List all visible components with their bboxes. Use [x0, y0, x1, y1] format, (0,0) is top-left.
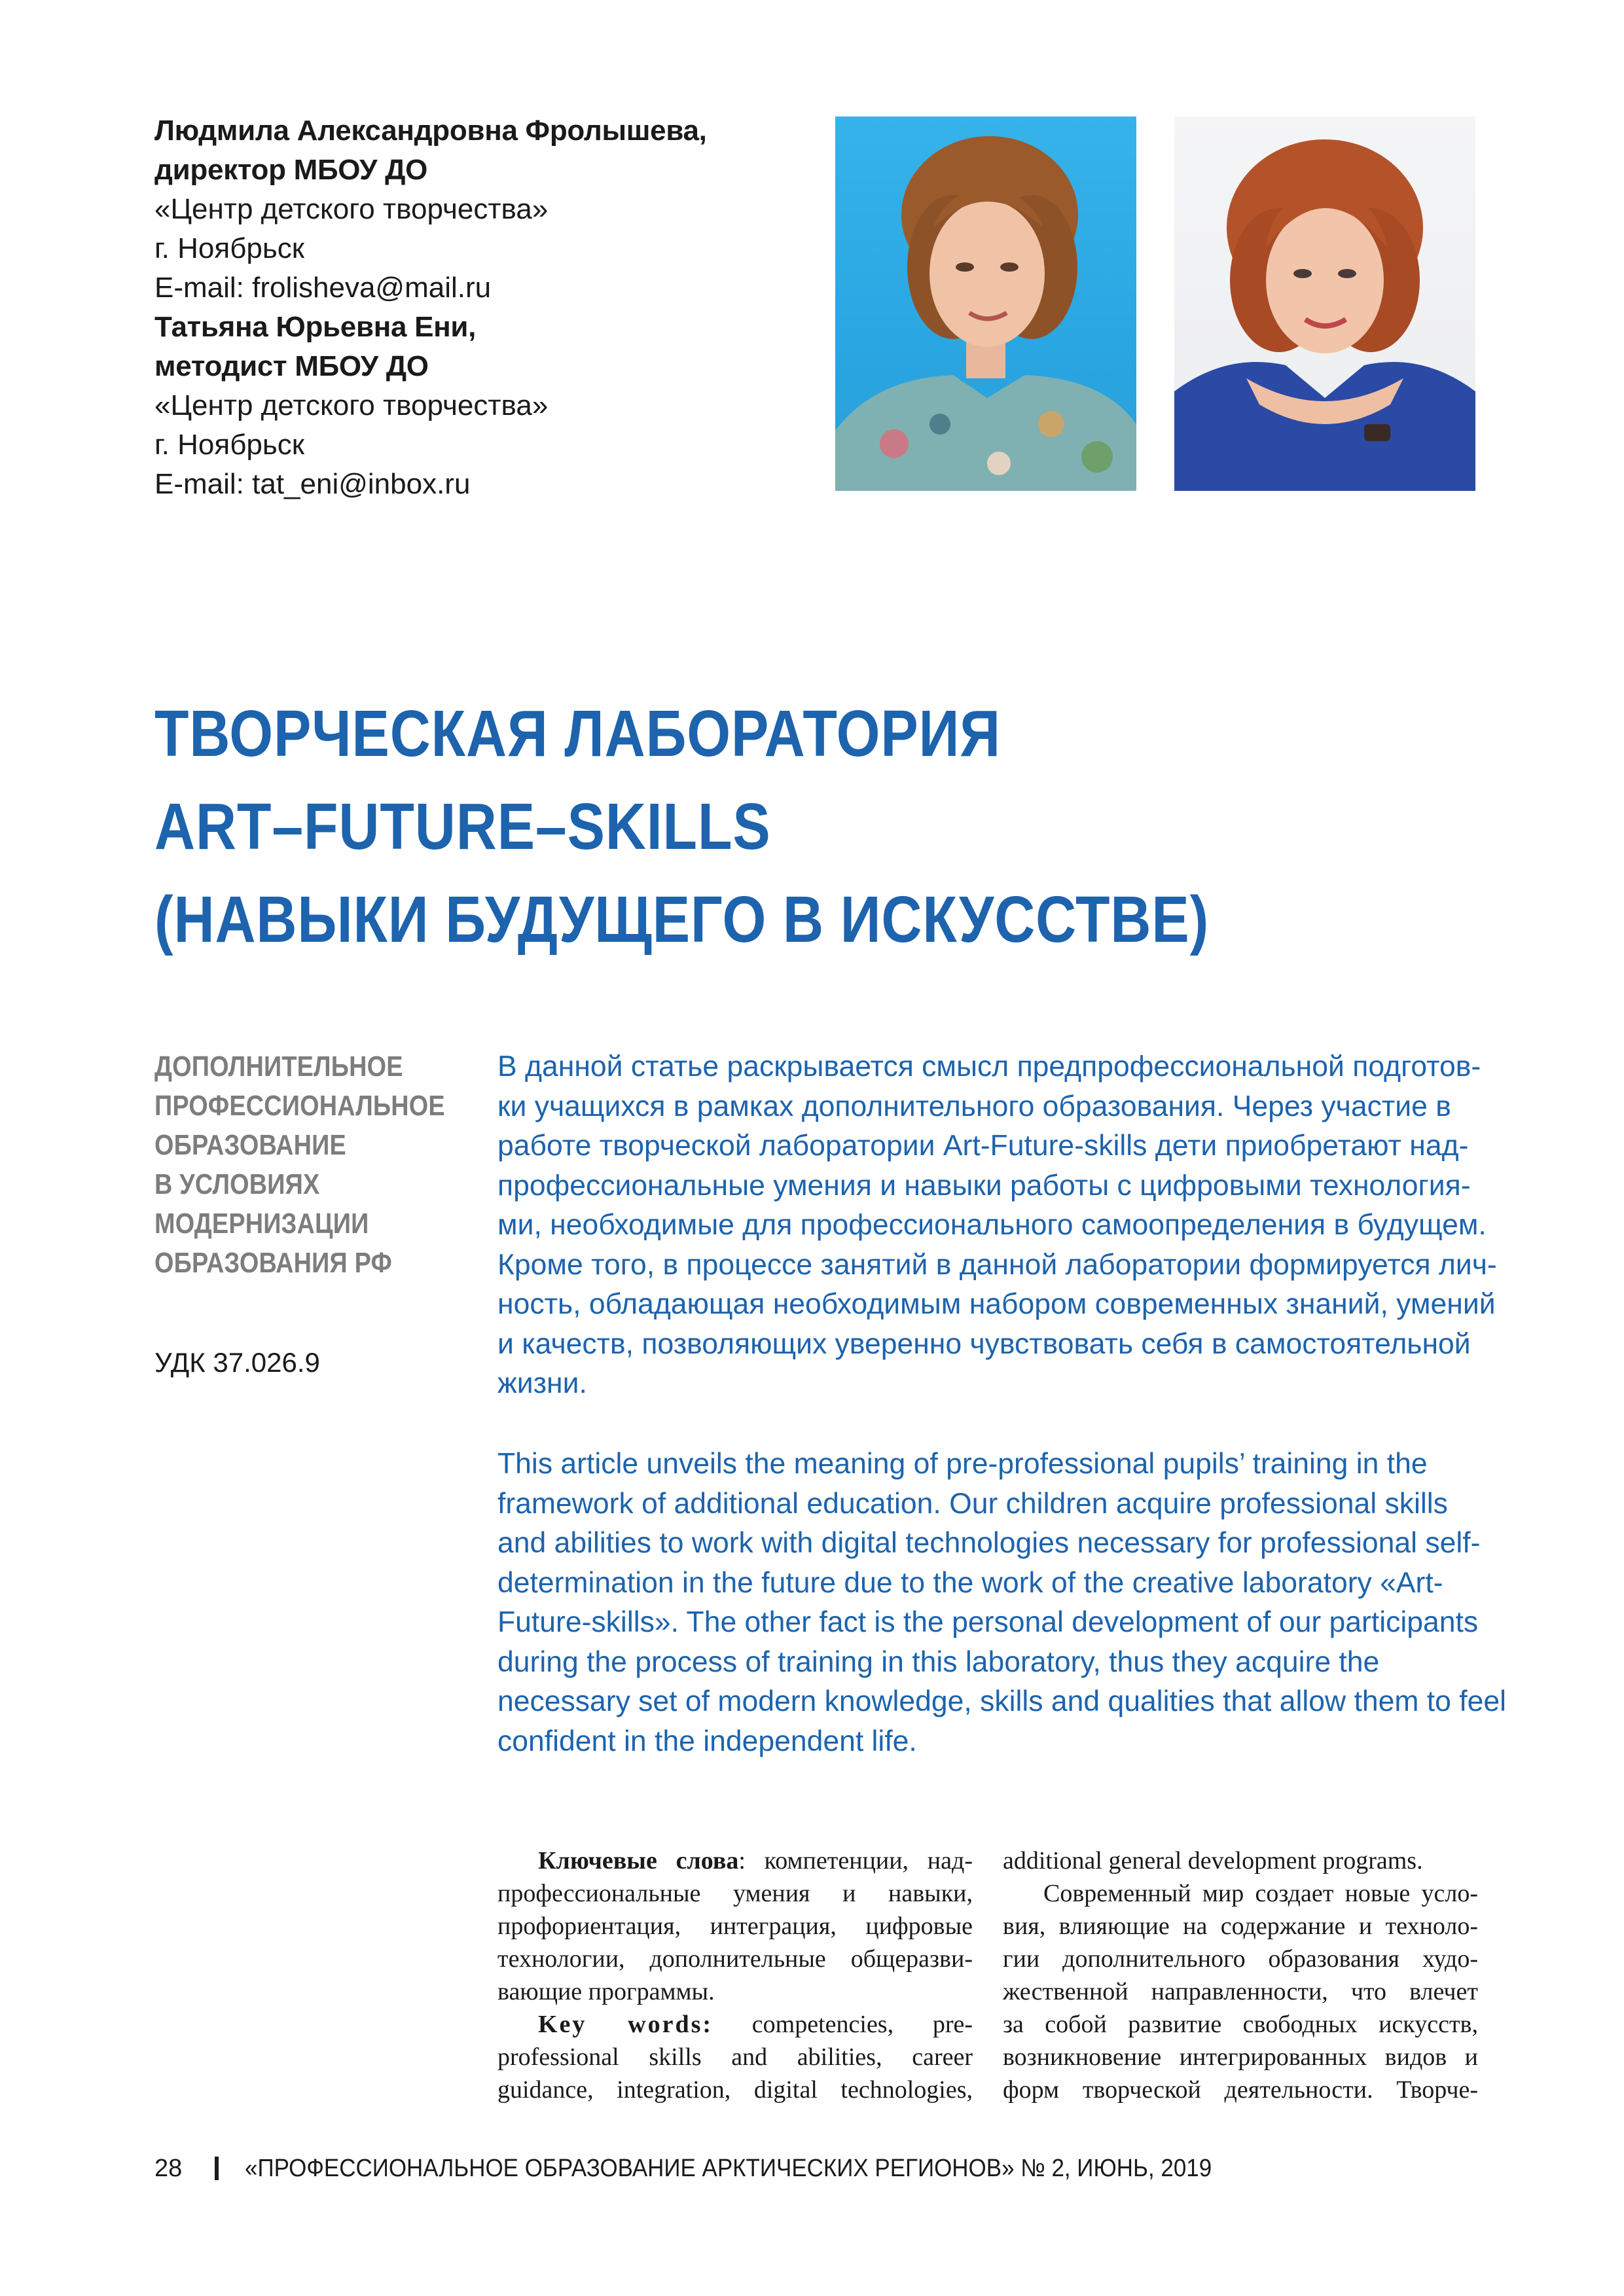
rubric-line: В УСЛОВИЯХ	[154, 1168, 320, 1200]
udk-code: УДК 37.026.9	[154, 1347, 320, 1378]
keywords-ru-first-line: Ключевые слова: компетенции, над-	[538, 1847, 973, 1874]
author-line: E-mail: frolisheva@mail.ru	[154, 272, 492, 304]
page-number: 28	[154, 2155, 183, 2182]
author-line: г. Ноябрьск	[154, 429, 305, 461]
portrait-image-1	[835, 117, 1136, 491]
abstract-ru-line: жизни.	[497, 1367, 587, 1399]
rubric-line: ОБРАЗОВАНИЕ	[154, 1129, 346, 1161]
abstract-english	[497, 1444, 1507, 1761]
keywords-en-line: professional skills and abilities, career	[497, 2043, 973, 2071]
author-line: методист МБОУ ДО	[154, 350, 429, 382]
author-photo-2	[1174, 117, 1475, 491]
abstract-ru-line: работе творческой лаборатории Art-Future-skills дети приобретают над-	[497, 1130, 1469, 1162]
author-info	[154, 111, 809, 504]
author-line: Татьяна Юрьевна Ени,	[154, 311, 477, 343]
page-footer	[154, 2155, 1296, 2183]
body-text-line: Современный мир создает новые усло-	[1043, 1880, 1478, 1907]
keywords-en-label: Key words:	[538, 2011, 713, 2038]
abstract-en-line: This article unveils the meaning of pre-professional pupils’ training in the	[497, 1448, 1428, 1480]
portrait-image-2	[1174, 117, 1475, 491]
keywords-en-first-line: Key words: competencies, pre-	[538, 2011, 973, 2038]
keywords-ru-line: профориентация, интеграция, цифровые	[497, 1912, 973, 1940]
rubric-heading	[154, 1047, 495, 1283]
rubric-line: МОДЕРНИЗАЦИИ	[154, 1208, 369, 1240]
title-line: ART–FUTURE–SKILLS	[154, 790, 771, 863]
body-column-left	[497, 1844, 973, 2106]
abstract-ru-line: Кроме того, в процессе занятий в данной лаборатории формируется лич-	[497, 1248, 1497, 1281]
keywords-ru-label: Ключевые слова	[538, 1847, 739, 1874]
abstract-ru-line: и качеств, позволяющих уверенно чувствовать себя в самостоятельной	[497, 1327, 1471, 1360]
abstract-en-line: framework of additional education. Our children acquire professional skills	[497, 1487, 1448, 1520]
body-text-line: гии дополнительного образования худо-	[1003, 1945, 1478, 1973]
keywords-ru-line: профессиональные умения и навыки,	[497, 1880, 973, 1907]
rubric-line: ДОПОЛНИТЕЛЬНОЕ	[154, 1050, 403, 1083]
abstract-russian	[497, 1047, 1497, 1404]
abstract-en-line: determination in the future due to the work of the creative laboratory «Art-	[497, 1566, 1443, 1599]
article-title	[154, 687, 1496, 966]
abstract-en-line: necessary set of modern knowledge, skills and qualities that allow them to feel	[497, 1685, 1507, 1717]
abstract-en-line: and abilities to work with digital technologies necessary for professional self-	[497, 1527, 1481, 1559]
author-line: г. Ноябрьск	[154, 232, 305, 264]
body-text-line: за собой развитие свободных искусств,	[1003, 2011, 1478, 2038]
abstract-ru-line: профессиональные умения и навыки работы с цифровыми технология-	[497, 1169, 1471, 1202]
abstract-en-line: confident in the independent life.	[497, 1725, 917, 1757]
body-text-line: вия, влияющие на содержание и техноло-	[1003, 1912, 1478, 1940]
body-column-right	[1003, 1844, 1478, 2106]
journal-name: «ПРОФЕССИОНАЛЬНОЕ ОБРАЗОВАНИЕ АРКТИЧЕСКИХ РЕГИОНОВ» № 2, ИЮНЬ, 2019	[245, 2155, 1212, 2182]
author-line: E-mail: tat_eni@inbox.ru	[154, 468, 471, 500]
rubric-line: ПРОФЕССИОНАЛЬНОЕ	[154, 1090, 445, 1122]
abstract-en-line: during the process of training in this laboratory, thus they acquire the	[497, 1645, 1380, 1678]
abstract-ru-line: ки учащихся в рамках дополнительного образования. Через участие в	[497, 1090, 1451, 1122]
body-text-line: форм творческой деятельности. Творче-	[1003, 2076, 1478, 2104]
body-text-line: additional general development programs.	[1003, 1847, 1423, 1874]
author-line: «Центр детского творчества»	[154, 389, 549, 422]
body-text-line: жественной направленности, что влечет	[1003, 1978, 1478, 2005]
author-line: директор МБОУ ДО	[154, 154, 428, 186]
author-line: «Центр детского творчества»	[154, 193, 549, 225]
author-photo-1	[835, 117, 1136, 491]
title-line: (НАВЫКИ БУДУЩЕГО В ИСКУССТВЕ)	[154, 883, 1210, 956]
abstract-ru-line: ность, обладающая необходимым набором современных знаний, умений	[497, 1288, 1496, 1320]
keywords-en-line: guidance, integration, digital technologies,	[497, 2076, 973, 2104]
keywords-ru-line: технологии, дополнительные общеразви-	[497, 1945, 973, 1973]
title-line: ТВОРЧЕСКАЯ ЛАБОРАТОРИЯ	[154, 697, 1001, 770]
abstract-en-line: Future-skills». The other fact is the personal development of our participants	[497, 1606, 1479, 1638]
body-text-line: возникновение интегрированных видов и	[1003, 2043, 1478, 2071]
abstract-ru-line: В данной статье раскрывается смысл предпрофессиональной подготов-	[497, 1050, 1481, 1083]
abstract-ru-line: ми, необходимые для профессионального самоопределения в будущем.	[497, 1209, 1487, 1241]
author-line: Людмила Александровна Фролышева,	[154, 115, 707, 147]
footer-divider	[215, 2157, 219, 2180]
keywords-ru-line: вающие программы.	[497, 1978, 715, 2005]
rubric-line: ОБРАЗОВАНИЯ РФ	[154, 1247, 392, 1279]
